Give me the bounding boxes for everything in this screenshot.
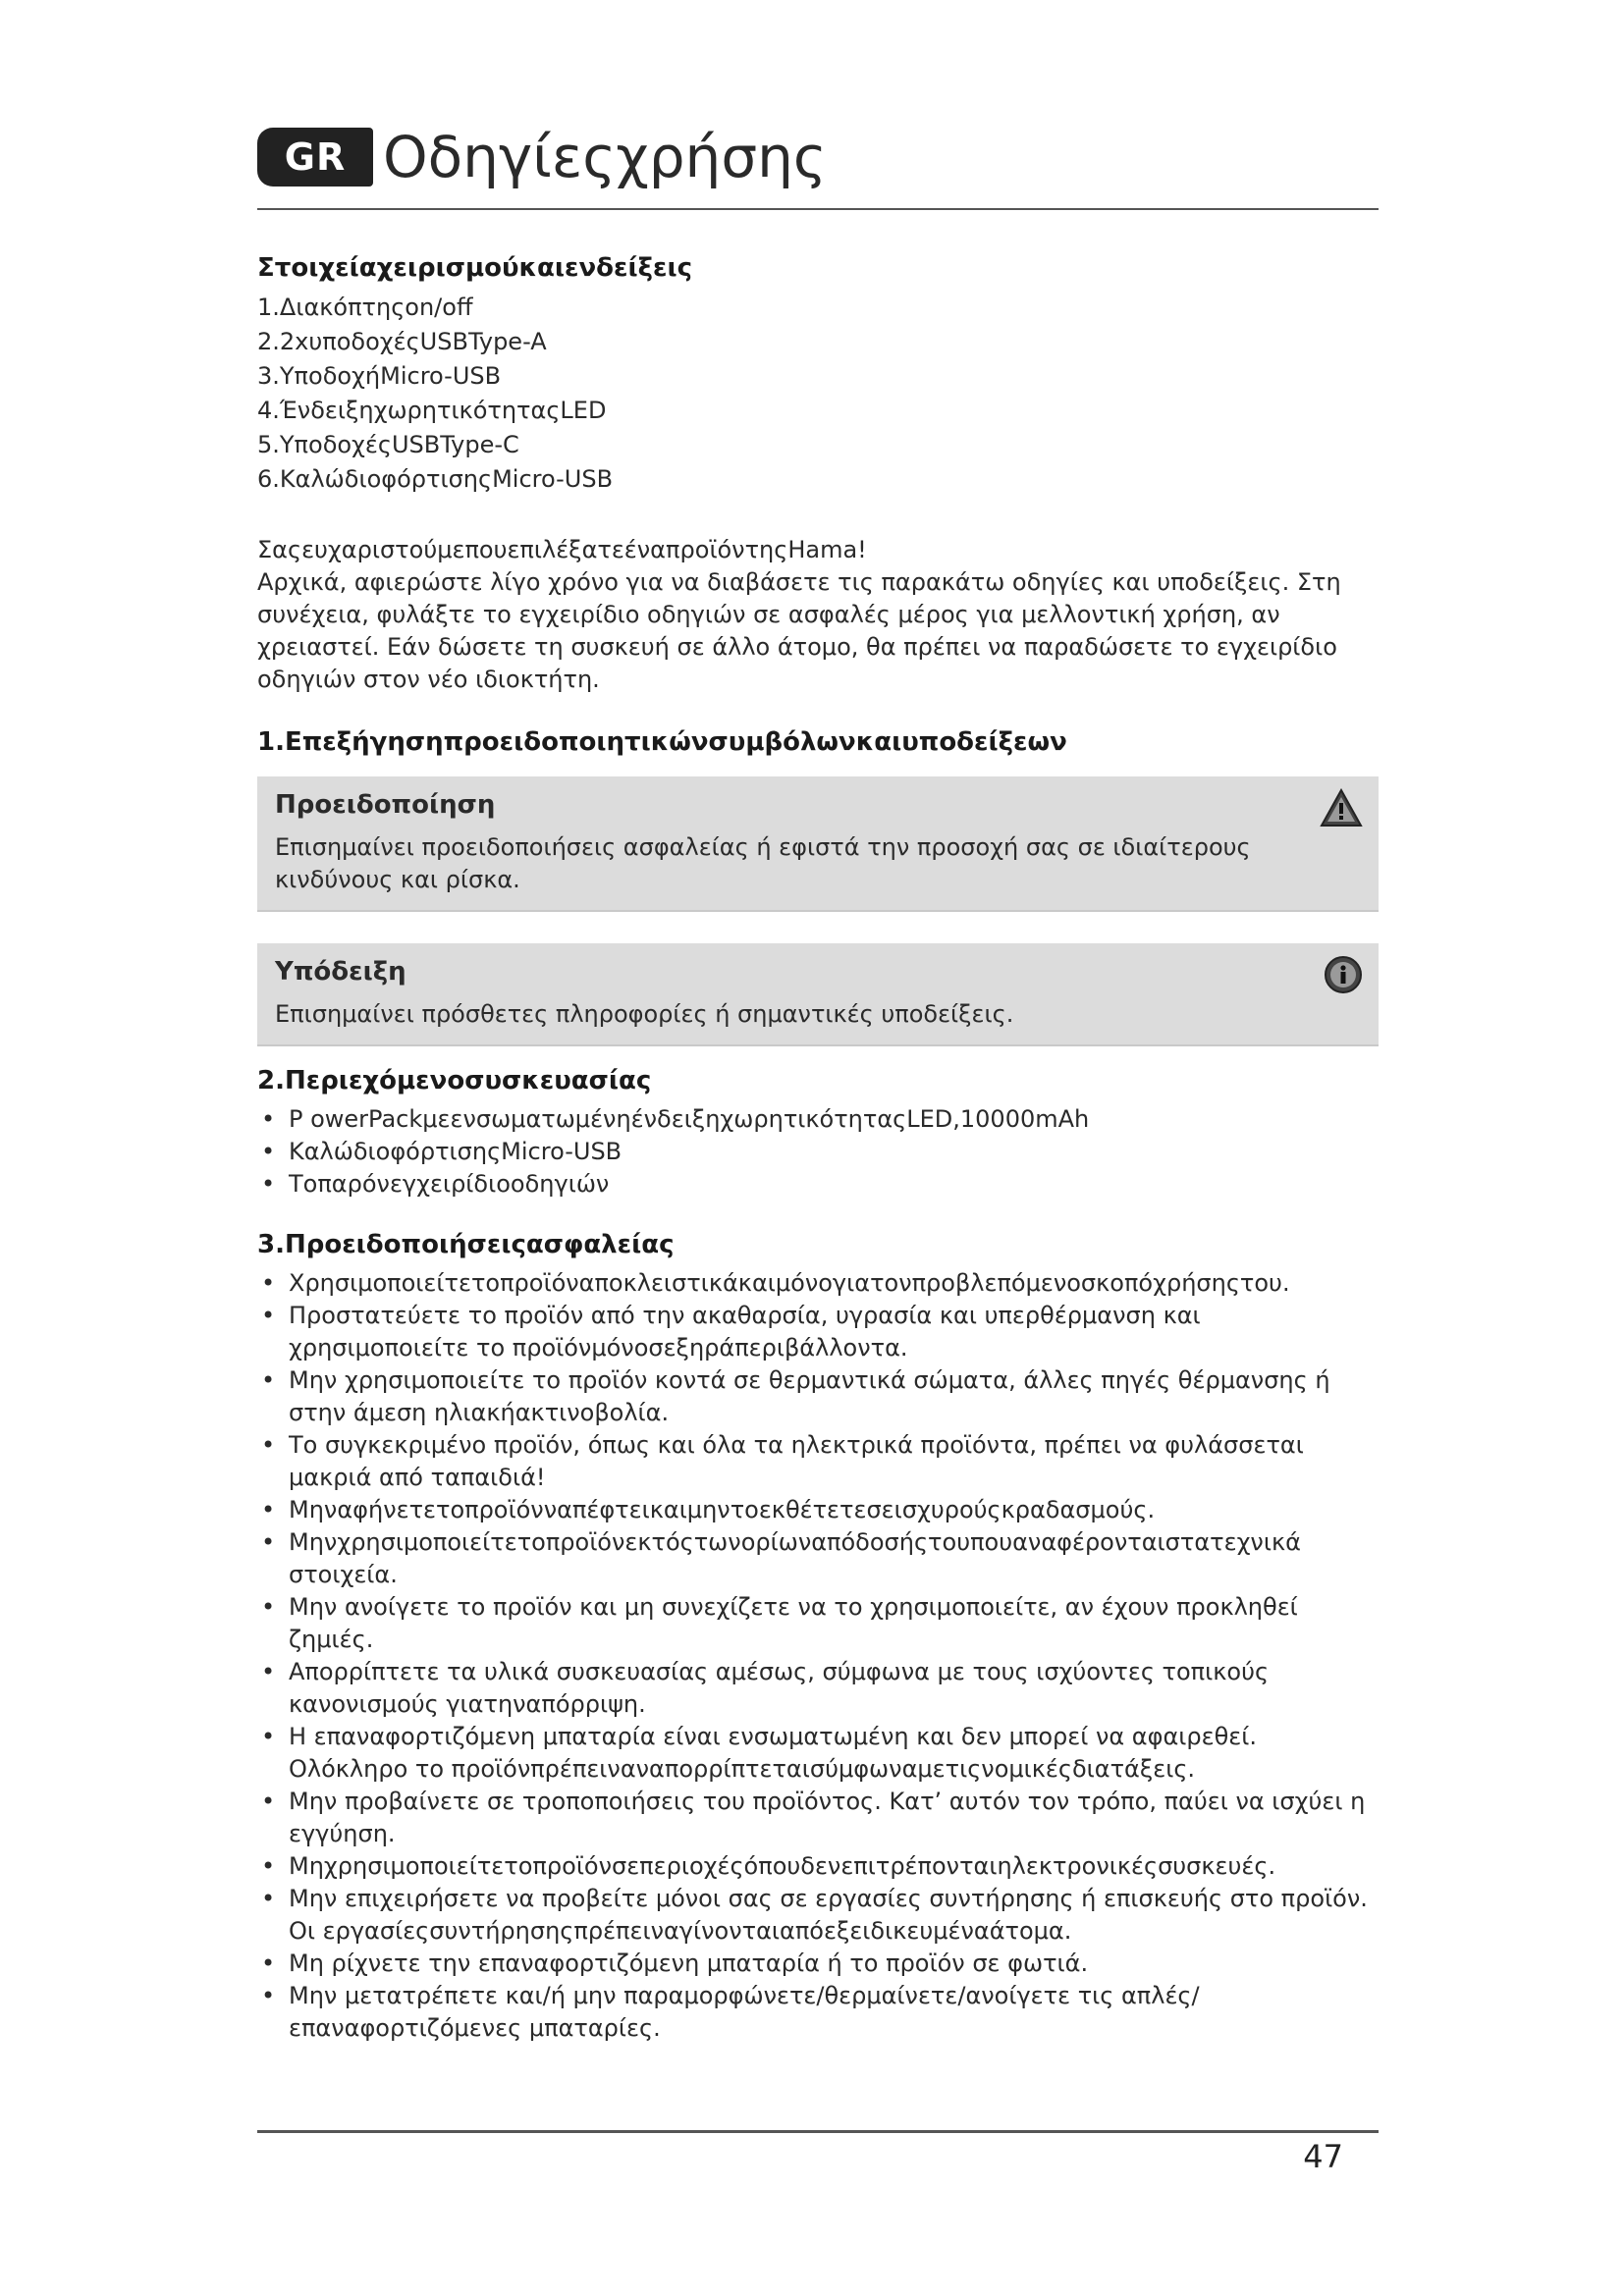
page-header xyxy=(257,118,827,196)
list-item: • Χρησιμοποιείτετοπροϊόναποκλειστικάκαιμόνογιατονπροβλεπόμενοσκοπόχρήσηςτου. xyxy=(257,1267,1379,1300)
list-item: • Η επαναφορτιζόμενη μπαταρία είναι ενσωματωμένη και δεν μπορεί να αφαιρεθεί. Ολόκληρο το προϊόνπρέπειναναπορρίπτεταισύμφωναμετιςνομικέςδιατάξεις. xyxy=(257,1721,1379,1786)
list-item: • Τοπαρόνεγχειρίδιοοδηγιών xyxy=(257,1168,1379,1201)
page-number: 47 xyxy=(1303,2138,1343,2175)
list-item: • ΚαλώδιοφόρτισηςMicro-USB xyxy=(257,1136,1379,1168)
list-item: • Μηναφήνετετοπροϊόνναπέφτεικαιμηντοεκθέτετεσεισχυρούςκραδασμούς. xyxy=(257,1494,1379,1526)
warning-box xyxy=(257,776,1379,910)
page-title: Οδηγίεςχρήσης xyxy=(383,124,827,190)
hint-box xyxy=(257,943,1379,1044)
controls-list xyxy=(257,291,1379,497)
hint-text: Επισημαίνει πρόσθετες πληροφορίες ή σημαντικές υποδείξεις. xyxy=(275,1000,1014,1028)
safety-section xyxy=(257,1230,1379,2045)
package-title: 2.Περιεχόμενοσυσκευασίας xyxy=(257,1066,652,1095)
info-circle-icon xyxy=(1324,955,1363,998)
header-divider xyxy=(257,208,1379,210)
warning-text: Επισημαίνει προειδοποιήσεις ασφαλείας ή εφιστά την προσοχή σας σε ιδιαίτερους κινδύνους και ρίσκα. xyxy=(275,833,1251,893)
hint-title: Υπόδειξη xyxy=(275,957,406,987)
safety-title: 3.Προειδοποιήσειςασφαλείας xyxy=(257,1230,675,1259)
warning-triangle-icon xyxy=(1320,788,1363,831)
package-list xyxy=(257,1103,1379,1201)
list-item: • Μηνχρησιμοποιείτετοπροϊόνεκτόςτωνορίωναπόδοσήςτουπουαναφέρονταιστατεχνικά στοιχεία. xyxy=(257,1526,1379,1591)
safety-list xyxy=(257,1267,1379,2045)
list-item: • Το συγκεκριμένο προϊόν, όπως και όλα τα ηλεκτρικά προϊόντα, πρέπει να φυλάσσεται μακριά από ταπαιδιά! xyxy=(257,1429,1379,1494)
intro-text: Αρχικά, αφιερώστε λίγο χρόνο για να διαβάσετε τις παρακάτω οδηγίες και υποδείξεις. Στη συνέχεια, φυλάξτε το εγχειρίδιο οδηγιών σε ασφαλές μέρος για μελλοντική χρήση, αν χρειαστεί. Εάν δώσετε τη συσκευή σε άλλο άτομο, θα πρέπει να παραδώσετε το εγχειρίδιο οδηγιών στον νέο ιδιοκτήτη. xyxy=(257,568,1341,693)
list-item: 6.ΚαλώδιοφόρτισηςMicro-USB xyxy=(257,465,614,493)
intro-section xyxy=(257,534,1379,696)
symbols-section xyxy=(257,727,1379,1044)
list-item: 5.ΥποδοχέςUSBType-C xyxy=(257,431,519,458)
package-section xyxy=(257,1066,1379,1201)
list-item: 2.2xυποδοχέςUSBType-A xyxy=(257,328,547,355)
list-item: • Απορρίπτετε τα υλικά συσκευασίας αμέσως, σύμφωνα με τους ισχύοντες τοπικούς κανονισμούς γιατηναπόρριψη. xyxy=(257,1656,1379,1721)
warning-title: Προειδοποίηση xyxy=(275,790,496,820)
list-item: • Μην χρησιμοποιείτε το προϊόν κοντά σε θερμαντικά σώματα, άλλες πηγές θέρμανσης ή στην άμεση ηλιακήακτινοβολία. xyxy=(257,1364,1379,1429)
list-item: 3.ΥποδοχήMicro-USB xyxy=(257,362,502,390)
list-item: • Μην μετατρέπετε και/ή μην παραμορφώνετε/θερμαίνετε/ανοίγετε τις απλές/επαναφορτιζόμενες μπαταρίες. xyxy=(257,1980,1379,2045)
controls-title: Στοιχείαχειρισμούκαιενδείξεις xyxy=(257,253,692,283)
list-item: • Μηχρησιμοποιείτετοπροϊόνσεπεριοχέςόπουδενεπιτρέπονταιηλεκτρονικέςσυσκευές. xyxy=(257,1850,1379,1883)
page-content xyxy=(257,253,1379,2045)
list-item: 4.ΈνδειξηχωρητικότηταςLED xyxy=(257,397,607,424)
list-item: • Μην ανοίγετε το προϊόν και μη συνεχίζετε να το χρησιμοποιείτε, αν έχουν προκληθεί ζημιές. xyxy=(257,1591,1379,1656)
list-item: • Μη ρίχνετε την επαναφορτιζόμενη μπαταρία ή το προϊόν σε φωτιά. xyxy=(257,1948,1379,1980)
symbols-title: 1.Επεξήγησηπροειδοποιητικώνσυμβόλωνκαιυποδείξεων xyxy=(257,727,1067,757)
list-item: • Μην προβαίνετε σε τροποποιήσεις του προϊόντος. Κατ’ αυτόν τον τρόπο, παύει να ισχύει η εγγύηση. xyxy=(257,1786,1379,1850)
intro-thanks: ΣαςευχαριστούμεπουεπιλέξατεέναπροϊόντηςHama! xyxy=(257,536,867,563)
list-item: • Μην επιχειρήσετε να προβείτε μόνοι σας σε εργασίες συντήρησης ή επισκευής στο προϊόν. Οι εργασίεςσυντήρησηςπρέπειναγίνονταιαπόεξειδικευμέναάτομα. xyxy=(257,1883,1379,1948)
list-item: 1.Διακόπτηςon/off xyxy=(257,294,473,321)
list-item: • Προστατεύετε το προϊόν από την ακαθαρσία, υγρασία και υπερθέρμανση και χρησιμοποιείτε το προϊόνμόνοσεξηράπεριβάλλοντα. xyxy=(257,1300,1379,1364)
list-item: • P owerPackμεενσωματωμένηένδειξηχωρητικότηταςLED,10000mAh xyxy=(257,1103,1379,1136)
language-badge: GR xyxy=(257,128,373,187)
controls-section xyxy=(257,253,1379,497)
footer-divider xyxy=(257,2130,1379,2133)
